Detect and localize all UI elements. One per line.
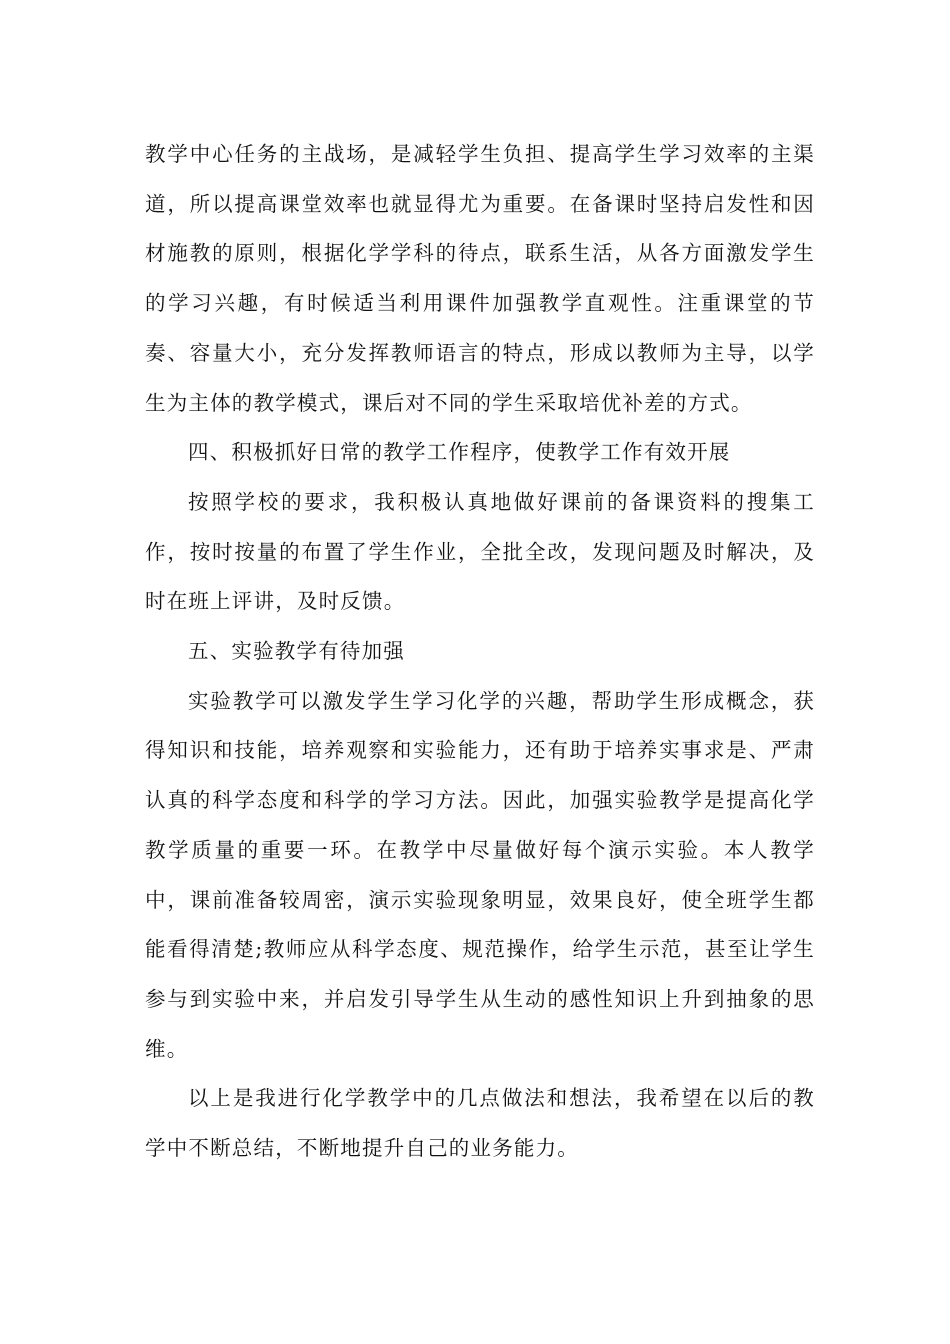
paragraph-continuation: 教学中心任务的主战场，是减轻学生负担、提高学生学习效率的主渠道，所以提高课堂效率也就显得尤为重要。在备课时坚持启发性和因材施教的原则，根据化学学科的待点，联系生活，从各方面激发学生的学习兴趣，有时候适当利用课件加强教学直观性。注重课堂的节奏、容量大小，充分发挥教师语言的特点，形成以教师为主导，以学生为主体的教学模式，课后对不同的学生采取培优补差的方式。	[145, 142, 815, 415]
paragraph-section-four: 按照学校的要求，我积极认真地做好课前的备课资料的搜集工作，按时按量的布置了学生作业，全批全改，发现问题及时解决，及时在班上评讲，及时反馈。	[145, 489, 815, 614]
section-heading-four: 四、积极抓好日常的教学工作程序，使教学工作有效开展	[188, 440, 731, 465]
paragraph-section-five: 实验教学可以激发学生学习化学的兴趣，帮助学生形成概念，获得知识和技能，培养观察和实验能力，还有助于培养实事求是、严肃认真的科学态度和科学的学习方法。因此，加强实验教学是提高化学教学质量的重要一环。在教学中尽量做好每个演示实验。本人教学中，课前准备较周密，演示实验现象明显，效果良好，使全班学生都能看得清楚;教师应从科学态度、规范操作，给学生示范，甚至让学生参与到实验中来，并启发引导学生从生动的感性知识上升到抽象的思维。	[145, 688, 815, 1061]
document-body	[145, 130, 815, 1174]
paragraph-conclusion: 以上是我进行化学教学中的几点做法和想法，我希望在以后的教学中不断总结，不断地提升自己的业务能力。	[145, 1086, 815, 1161]
section-heading-five: 五、实验教学有待加强	[188, 639, 405, 664]
